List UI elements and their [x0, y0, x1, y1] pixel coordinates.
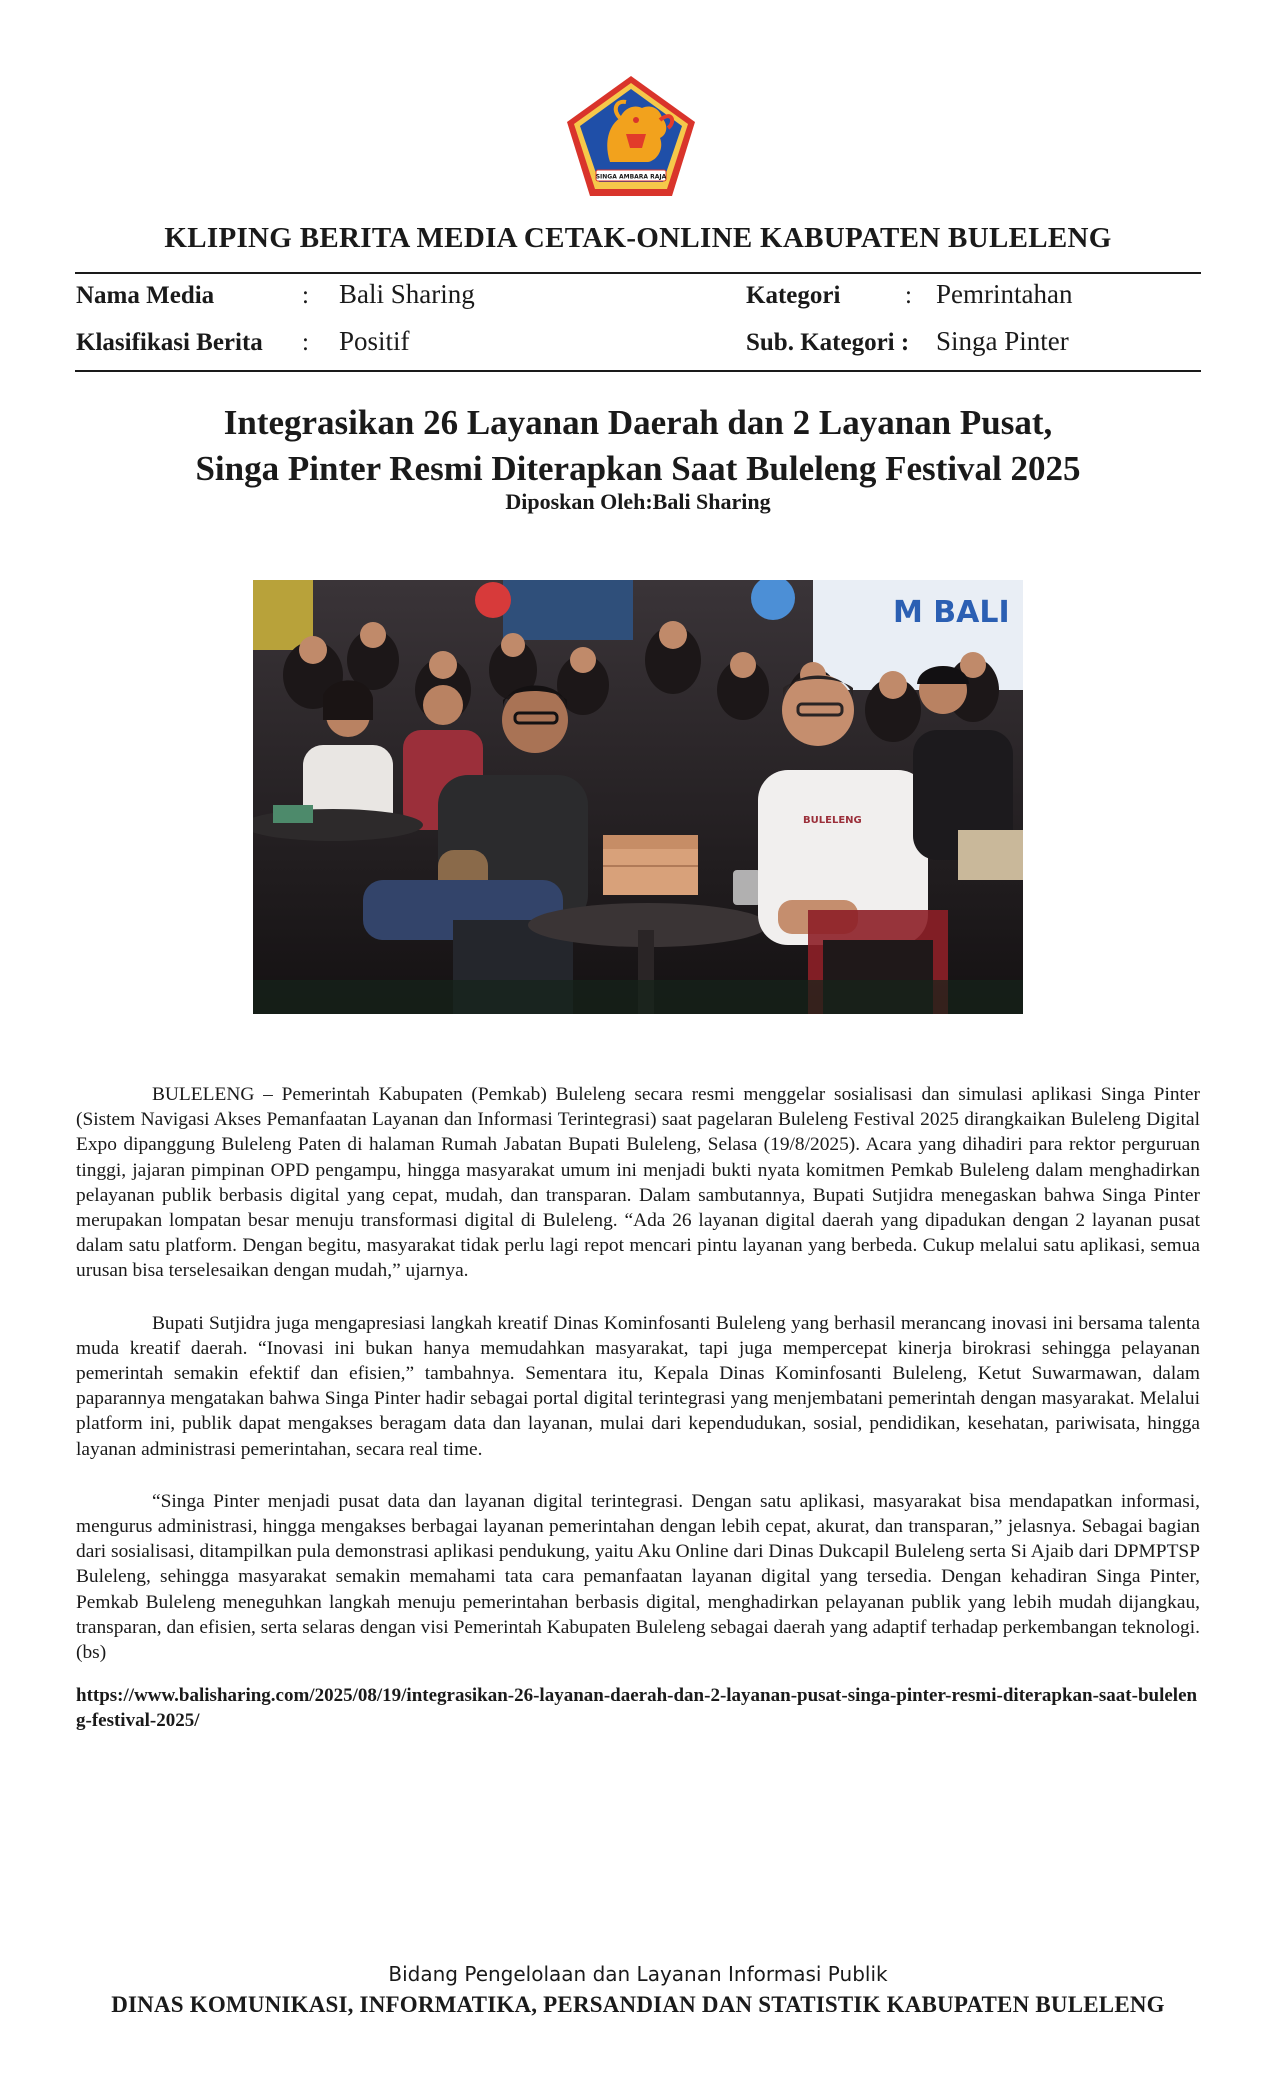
- clipping-header-title: KLIPING BERITA MEDIA CETAK-ONLINE KABUPATEN BULELENG: [164, 222, 1112, 254]
- article-title-line-2: Singa Pinter Resmi Diterapkan Saat Buleleng Festival 2025: [195, 449, 1081, 488]
- article-photo: [253, 580, 1023, 1014]
- classification-label: Klasifikasi Berita: [76, 329, 263, 356]
- category-colon: :: [905, 282, 912, 309]
- media-name-colon: :: [302, 282, 309, 309]
- subcategory-value: Singa Pinter: [936, 326, 1069, 356]
- media-name-value: Bali Sharing: [339, 279, 475, 309]
- header-divider-bottom: [75, 370, 1201, 372]
- article-paragraph-3: “Singa Pinter menjadi pusat data dan layanan digital terintegrasi. Dengan satu aplikasi, masyarakat bisa mendapatkan informasi, mengurus administrasi, hingga mengakses berbagai layanan pemerintahan dengan lebih cepat, akurat, dan transparan,” jelasnya. Sebagai bagian dari sosialisasi, ditampilkan pula demonstrasi aplikasi pendukung, yaitu Aku Online dari Dinas Dukcapil Buleleng serta Si Ajaib dari DPMPTSP Buleleng, sehingga masyarakat semakin memahami tata cara pemanfaatan layanan digital yang tersedia. Dengan kehadiran Singa Pinter, Pemkab Buleleng meneguhkan langkah menuju pemerintahan berbasis digital, menghadirkan pelayanan publik yang lebih mudah dijangkau, transparan, dan efisien, serta selaras dengan visi Pemerintah Kabupaten Buleleng sebagai daerah yang adaptif terhadap perkembangan teknologi. (bs): [76, 1490, 1200, 1664]
- footer-department: Bidang Pengelolaan dan Layanan Informasi Publik: [388, 1962, 888, 1986]
- article-paragraph-2: Bupati Sutjidra juga mengapresiasi langkah kreatif Dinas Kominfosanti Buleleng yang berhasil merancang inovasi ini bersama talenta muda kreatif daerah. “Inovasi ini bukan hanya memudahkan masyarakat, tapi juga mempercepat kinerja birokrasi sehingga pelayanan pemerintah semakin efektif dan efisien,” tambahnya. Sementara itu, Kepala Dinas Kominfosanti Buleleng, Ketut Suwarmawan, dalam paparannya mengatakan bahwa Singa Pinter hadir sebagai portal digital terintegrasi yang menjembatani pemerintah dengan masyarakat. Melalui platform ini, publik dapat mengakses beragam data dan layanan, mulai dari kependudukan, sosial, pendidikan, kesehatan, pariwisata, hingga layanan administrasi pemerintahan, secara real time.: [76, 1312, 1200, 1460]
- category-label: Kategori: [746, 282, 841, 309]
- article-title: [76, 400, 1200, 492]
- media-name-label: Nama Media: [76, 282, 215, 309]
- article-title-line-1: Integrasikan 26 Layanan Daerah dan 2 Layanan Pusat,: [223, 403, 1053, 442]
- footer-agency: DINAS KOMUNIKASI, INFORMATIKA, PERSANDIAN DAN STATISTIK KABUPATEN BULELENG: [111, 1992, 1165, 2017]
- svg-text:SINGA AMBARA RAJA: SINGA AMBARA RAJA: [595, 173, 667, 181]
- kabupaten-buleleng-emblem: [564, 74, 698, 198]
- classification-value: Positif: [339, 326, 410, 356]
- header-divider-top: [75, 272, 1201, 274]
- classification-colon: :: [302, 329, 309, 356]
- article-paragraph-1: BULELENG – Pemerintah Kabupaten (Pemkab) Buleleng secara resmi menggelar sosialisasi dan simulasi aplikasi Singa Pinter (Sistem Navigasi Akses Pemanfaatan Layanan dan Informasi Terintegrasi) saat pagelaran Buleleng Festival 2025 dirangkaikan Buleleng Digital Expo dipanggung Buleleng Paten di halaman Rumah Jabatan Bupati Buleleng, Selasa (19/8/2025). Acara yang dihadiri para rektor perguruan tinggi, jajaran pimpinan OPD pengampu, hingga masyarakat umum ini menjadi bukti nyata komitmen Pemkab Buleleng dalam menghadirkan pelayanan publik berbasis digital yang cepat, mudah, dan transparan. Dalam sambutannya, Bupati Sutjidra menegaskan bahwa Singa Pinter merupakan lompatan besar menuju transformasi digital di Buleleng. “Ada 26 layanan digital daerah yang dipadukan dengan 2 layanan pusat dalam satu platform. Dengan begitu, masyarakat tidak perlu lagi repot mencari pintu layanan yang berbeda. Cukup melalui satu aplikasi, semua urusan bisa terselesaikan dengan mudah,” ujarnya.: [76, 1084, 1200, 1282]
- source-url-link[interactable]: https://www.balisharing.com/2025/08/19/integrasikan-26-layanan-daerah-dan-2-layanan-pusat-singa-pinter-resmi-diterapkan-saat-buleleng-festival-2025/: [76, 1685, 1198, 1731]
- svg-text:BULELENG: BULELENG: [803, 815, 862, 826]
- subcategory-label: Sub. Kategori :: [746, 329, 910, 356]
- posted-by: Diposkan Oleh:Bali Sharing: [505, 489, 771, 514]
- svg-text:M BALI: M BALI: [893, 595, 1010, 630]
- article-body: [76, 1082, 1200, 1692]
- category-value: Pemrintahan: [936, 279, 1073, 309]
